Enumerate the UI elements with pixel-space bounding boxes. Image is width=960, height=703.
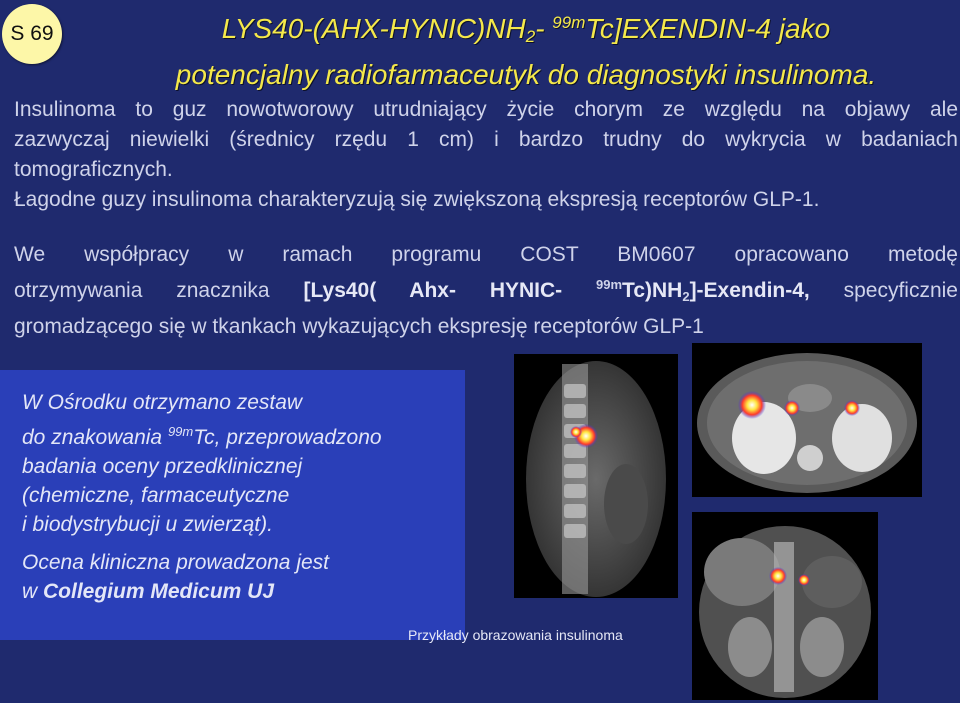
info-line-5: i biodystrybucji u zwierząt). (22, 513, 273, 536)
info-line-7-pre: w (22, 580, 43, 603)
slide-title (96, 4, 956, 94)
tracer-name-part-1: [Lys40( Ahx- HYNIC- (303, 279, 597, 302)
coronal-scan-image (514, 354, 678, 598)
coronal-abdomen-scan-graphic (692, 512, 878, 700)
info-line-7 (22, 577, 329, 606)
title-part-3: Tc]EXENDIN-4 jako (585, 13, 831, 44)
info-box-text-2 (22, 548, 329, 606)
info-line-2-sup: 99m (167, 424, 194, 439)
coronal-scan-graphic (514, 354, 678, 598)
info-box (0, 370, 465, 640)
tracer-name-part-2: Tc)NH (622, 279, 683, 302)
intro-line-3: tomograficznych. (14, 158, 173, 181)
title-line-1 (96, 4, 956, 56)
institution-name: Collegium Medicum UJ (43, 580, 275, 603)
info-box-text-1 (22, 388, 382, 539)
info-line-2 (22, 417, 382, 452)
title-line-2: potencjalny radiofarmaceutyk do diagnostyki insulinoma. (175, 59, 877, 90)
intro-line-4: Łagodne guzy insulinoma charakteryzują się zwiększoną ekspresją receptorów GLP-1. (14, 188, 820, 211)
title-part-1: LYS40-(AHX-HYNIC)NH (221, 13, 526, 44)
info-line-6: Ocena kliniczna prowadzona jest (22, 551, 330, 574)
image-caption: Przykłady obrazowania insulinoma (408, 627, 623, 643)
intro-line-1: Insulinoma to guz nowotworowy utrudniający życie chorym ze względu na objawy ale (14, 98, 958, 121)
info-line-3: badania oceny przedklinicznej (22, 455, 303, 478)
cooperation-text-end: specyficznie (809, 279, 958, 302)
tracer-subscript: 2 (682, 289, 690, 304)
info-line-2-pre: do znakowania (22, 426, 168, 449)
cooperation-line-1: We współpracy w ramach programu COST BM0607 opracowano metodę (14, 243, 958, 266)
info-line-4: (chemiczne, farmaceutyczne (22, 484, 290, 507)
title-superscript: 99m (552, 13, 586, 32)
title-part-2: - (535, 13, 553, 44)
info-line-1: W Ośrodku otrzymano zestaw (22, 391, 303, 414)
intro-line-2: zazwyczaj niewielki (średnicy rzędu 1 cm) i bardzo trudny do wykrycia w badaniach (14, 128, 958, 151)
cooperation-line-2 (14, 270, 958, 312)
axial-scan-image (692, 343, 922, 497)
slide-number-badge (2, 4, 62, 64)
cooperation-paragraph (14, 240, 958, 342)
intro-paragraph (14, 95, 958, 215)
tracer-superscript: 99m (596, 277, 623, 292)
info-line-2-post: Tc, przeprowadzono (193, 426, 382, 449)
coronal-abdomen-scan-image (692, 512, 878, 700)
axial-scan-graphic (692, 343, 922, 497)
cooperation-text: otrzymywania znacznika (14, 279, 304, 302)
slide-number: S 69 (10, 22, 54, 45)
cooperation-line-3: gromadzącego się w tkankach wykazujących ekspresję receptorów GLP-1 (14, 315, 704, 338)
title-subscript: 2 (525, 27, 536, 46)
tracer-name-part-3: ]-Exendin-4, (689, 279, 810, 302)
